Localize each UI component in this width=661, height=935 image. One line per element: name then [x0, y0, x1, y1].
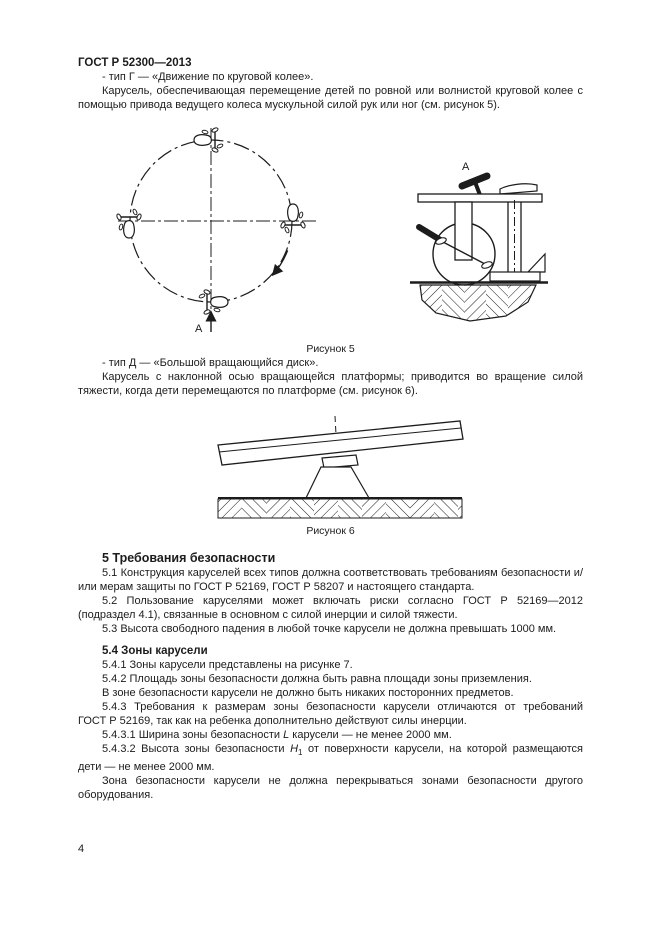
vehicle-icon [116, 209, 142, 238]
view-a-label: А [195, 323, 203, 335]
variable-H: H [290, 743, 299, 755]
handlebar [462, 176, 487, 186]
variable-L: L [283, 729, 290, 741]
seat [500, 184, 537, 194]
figure-6-drawing [78, 414, 583, 520]
carousel-track-top-view [116, 127, 318, 335]
view-a-label: А [462, 161, 470, 173]
paragraph-5-4-1: 5.4.1 Зоны карусели представлены на рисунке 7. [102, 659, 353, 671]
list-item-type-d: - тип Д — «Большой вращающийся диск». [102, 357, 319, 369]
paragraph-text: карусели — не менее 2000 мм. [289, 729, 452, 741]
base-wedge [528, 254, 545, 272]
paragraph-text: 5.4.3.2 Высота зоны безопасности [102, 743, 291, 755]
pedestal [306, 467, 369, 498]
page-content [78, 56, 583, 802]
figure5-caption: Рисунок 5 [306, 343, 355, 355]
paragraph-type-g-desc: Карусель, обеспечивающая перемещение детей по ровной или волнистой круговой колее с помощью привода ведущего колеса мускульной силой рук или ног (см. рисунок 5). [78, 85, 583, 111]
pedestal-cap [322, 455, 358, 468]
ground-hatching [420, 285, 536, 323]
paragraph-text: от поверхности карусели, на которой размещаются дети — не менее 2000 мм. [78, 743, 583, 774]
list-item-type-g: - тип Г — «Движение по круговой колее». [102, 71, 314, 83]
paragraph-safety-zone-note: Зона безопасности карусели не должна перекрываться зонами безопасности другого оборудования. [78, 775, 583, 802]
paragraph-5-4-3: 5.4.3 Требования к размерам зоны безопасности карусели отличаются от требований ГОСТ Р 52169, так как на ребенка дополнительно действуют силы инерции. [78, 701, 583, 727]
paragraph-5-1: 5.1 Конструкция каруселей всех типов должна соответствовать требованиям безопасности и/или мерам защиты по ГОСТ Р 52169, ГОСТ Р 58207 и настоящего стандарта. [78, 567, 583, 593]
subsection-5-4-heading: 5.4 Зоны карусели [102, 645, 208, 657]
carousel-side-view [410, 161, 548, 323]
frame-beam [418, 194, 542, 202]
page-number: 4 [78, 843, 85, 855]
paragraph-type-d-desc: Карусель с наклонной осью вращающейся платформы; приводится во вращение силой тяжести, когда дети перемещаются по платформе (см. рисунок 6). [78, 371, 583, 397]
seat-post [455, 202, 472, 260]
paragraph-5-4-3-2 [78, 742, 583, 774]
paragraph-text: 5.4.3.1 Ширина зоны безопасности [102, 729, 284, 741]
figure6-caption: Рисунок 6 [306, 525, 355, 537]
paragraph-5-4-2-note: В зоне безопасности карусели не должно быть никаких посторонних предметов. [102, 687, 514, 699]
paragraph-5-2: 5.2 Пользование каруселями может включать риски согласно ГОСТ Р 52169—2012 (подраздел 4.1), связанные в основном с силой инерции и силой тяжести. [78, 595, 583, 621]
figure-5-drawing [78, 124, 583, 340]
base-plate [490, 272, 540, 281]
paragraph-5-4-3-1 [78, 728, 583, 742]
ground-hatching [218, 499, 462, 518]
paragraph-5-3: 5.3 Высота свободного падения в любой точке карусели не должна превышать 1000 мм. [102, 623, 557, 635]
paragraph-5-4-2: 5.4.2 Площадь зоны безопасности должна быть равна площади зоны приземления. [102, 673, 532, 685]
vehicle-icon [280, 204, 306, 233]
document-header: ГОСТ Р 52300—2013 [78, 57, 192, 69]
variable-H-subscript: 1 [298, 748, 303, 758]
rotation-direction-arrow [273, 250, 288, 274]
section-5-heading: 5 Требования безопасности [102, 551, 276, 565]
